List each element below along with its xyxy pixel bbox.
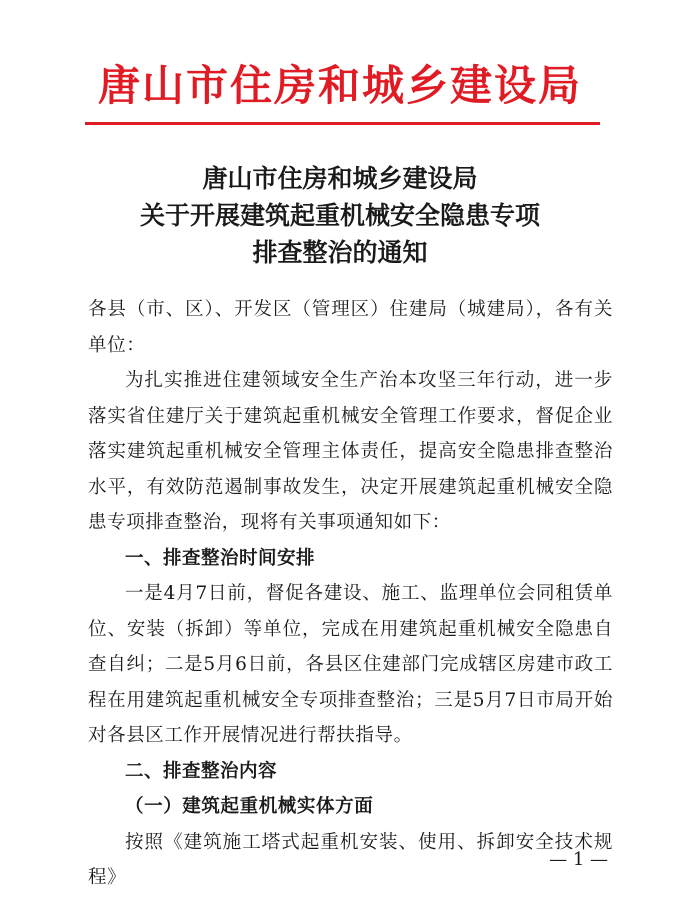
org-letterhead-title: 唐山市住房和城乡建设局: [97, 61, 582, 110]
section-1-paragraph: 一是4月7日前，督促各建设、施工、监理单位会同租赁单位、安装（拆卸）等单位，完成在用建筑起重机械安全隐患自查自纠；二是5月6日前，各县区住建部门完成辖区房建市政工程在用建筑起重机械安全专项排查整治；三是5月7日市局开始对各县区工作开展情况进行帮扶指导。: [88, 583, 613, 746]
salutation-paragraph: 各县（市、区）、开发区（管理区）住建局（城建局），各有关单位：: [88, 299, 613, 356]
letterhead-red-rule: [85, 122, 600, 125]
subsection-1-paragraph: 按照《建筑施工塔式起重机安装、使用、拆卸安全技术规程》: [88, 831, 613, 888]
document-title-line-2: 关于开展建筑起重机械安全隐患专项: [139, 201, 540, 230]
document-title-line-3: 排查整治的通知: [252, 238, 428, 267]
section-2-heading: 二、排查整治内容: [125, 760, 278, 782]
page-number: — 1 —: [549, 849, 608, 870]
document-body: [88, 292, 613, 896]
document-title-line-1: 唐山市住房和城乡建设局: [202, 164, 478, 193]
section-1-heading: 一、排查整治时间安排: [125, 547, 316, 569]
intro-paragraph: 为扎实推进住建领域安全生产治本攻坚三年行动，进一步落实省住建厅关于建筑起重机械安全管理工作要求，督促企业落实建筑起重机械安全管理主体责任，提高安全隐患排查整治水平，有效防范遏制事故发生，决定开展建筑起重机械安全隐患专项排查整治，现将有关事项通知如下：: [88, 370, 613, 533]
subsection-1-heading: （一）建筑起重机械实体方面: [125, 796, 374, 817]
document-title: [0, 160, 680, 271]
